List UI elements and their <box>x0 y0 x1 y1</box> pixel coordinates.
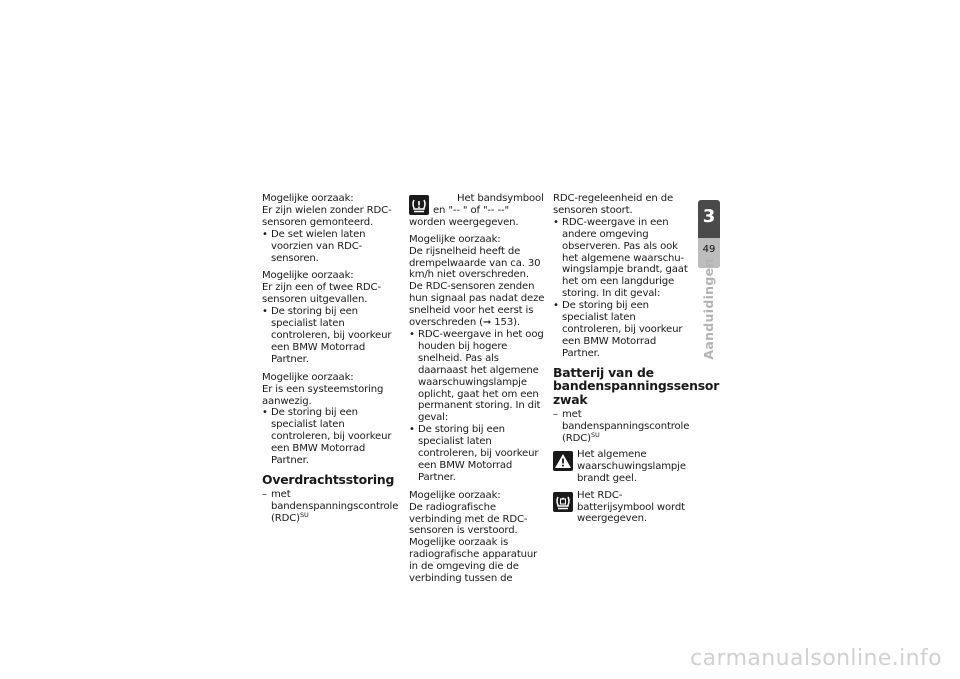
cause-text: Er is een systeemstoring aanwezig. <box>262 383 384 407</box>
cause-text: Er zijn wielen zonder RDC-sensoren gemonteerd. <box>262 204 392 228</box>
section-heading-battery-weak: Batterij van de bandenspanningssensor zwak <box>553 364 720 407</box>
equipment-note-text: met bandenspanningscontrole (RDC) <box>271 489 399 525</box>
equipment-code: SU <box>590 431 600 439</box>
cause-label: Mogelijke oorzaak: <box>262 193 354 204</box>
remedy-bullet: • RDC-weergave in een andere omgeving observeren. Pas als ook het algemene waarschuwingslampje brandt, gaat het om een langdurige storing. In dit geval: <box>553 217 689 300</box>
warning-light-text: Het algemene waarschuwingslampje brandt geel. <box>577 448 686 484</box>
warning-light-note <box>553 449 689 485</box>
tire-pressure-icon <box>409 195 429 215</box>
equipment-note <box>553 409 689 445</box>
cause-text: Er zijn een of twee RDC-sensoren uitgevallen. <box>262 282 381 306</box>
cause-text-continued: RDC-regeleenheid en de sensoren stoort. <box>553 193 674 216</box>
remedy-bullet: • De storing bij een specialist laten controleren, bij voorkeur een BMW Motorrad Partner. <box>553 300 689 360</box>
remedy-bullet: • RDC-weergave in het oog houden bij hogere snelheid. Pas als daarnaast het algemene waarschuwingslampje oplicht, gaat het om een permanent storing. In dit geval: <box>409 329 545 424</box>
warning-triangle-icon <box>553 451 573 471</box>
tire-symbol-note <box>409 193 545 229</box>
page-number: 49 <box>698 238 720 268</box>
battery-symbol-text: Het RDC-batterijsymbool wordt weergegeven. <box>577 489 685 525</box>
watermark: carmanualsonline.info <box>690 646 942 671</box>
equipment-code: SU <box>299 511 309 520</box>
cause-text: De rijsnelheid heeft de drempelwaarde van ca. 30 km/h niet overschreden. De RDC-sensoren zenden hun signaal pas nadat deze snelheid voor het eerst is overschreden (➞ 153). <box>409 245 545 329</box>
remedy-bullet: • De storing bij een specialist laten controleren, bij voorkeur een BMW Motorrad Partner. <box>262 407 396 467</box>
cause-text: De radiografische verbinding met de RDC-sensoren is verstoord. Mogelijke oorzaak is radiografische apparatuur in de omgeving die de verbinding tussen de <box>409 501 538 585</box>
cause-label: Mogelijke oorzaak: <box>262 270 354 282</box>
tire-symbol-text: Het bandsymbool en "-- " of "-- --" worden weergegeven. <box>409 193 544 228</box>
cause-label: Mogelijke oorzaak: <box>409 233 501 245</box>
section-heading-transmission-fault: Overdrachtsstoring <box>262 471 395 487</box>
remedy-bullet: • De storing bij een specialist laten controleren, bij voorkeur een BMW Motorrad Partner. <box>262 306 396 366</box>
remedy-bullet: • De set wielen laten voorzien van RDC-sensoren. <box>262 229 396 265</box>
battery-tire-icon <box>553 492 573 512</box>
cause-label: Mogelijke oorzaak: <box>262 371 354 383</box>
chapter-side-label: Aanduidingen <box>701 258 716 360</box>
column-2 <box>409 193 545 585</box>
equipment-note-text: met bandenspanningscontrole (RDC) <box>562 409 690 444</box>
chapter-number: 3 <box>702 206 716 227</box>
battery-symbol-note <box>553 490 689 526</box>
column-1 <box>262 193 399 529</box>
remedy-bullet: • De storing bij een specialist laten controleren, bij voorkeur een BMW Motorrad Partner. <box>409 424 545 484</box>
equipment-note <box>262 489 399 525</box>
cause-label: Mogelijke oorzaak: <box>409 489 501 501</box>
